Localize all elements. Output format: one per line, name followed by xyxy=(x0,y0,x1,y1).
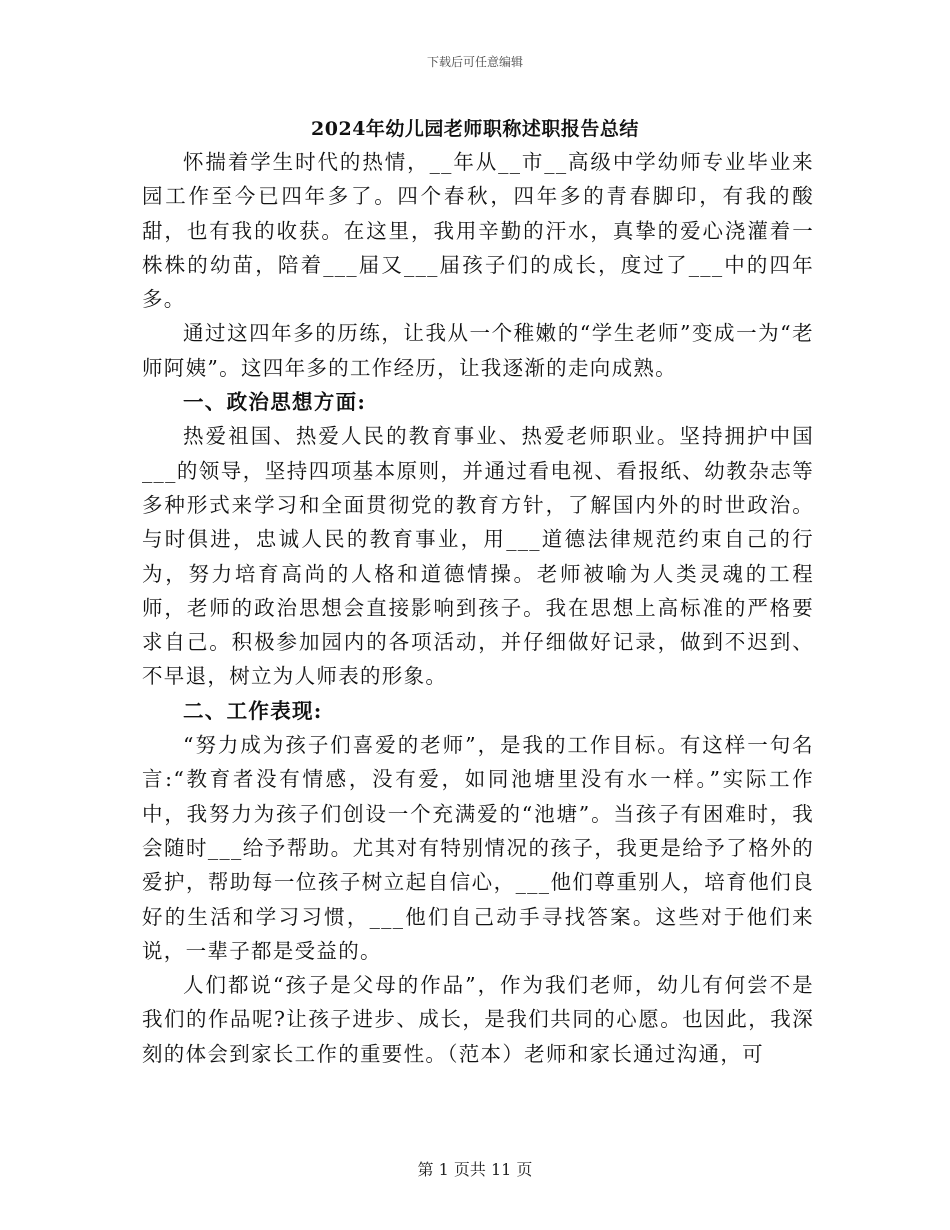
page-footer: 第 1 页共 11 页 xyxy=(417,1160,533,1179)
header-note: 下载后可任意编辑 xyxy=(426,55,523,69)
document-body xyxy=(142,145,814,1071)
section-heading-politics: 一、政治思想方面: xyxy=(183,390,367,415)
paragraph-intro: 怀揣着学生时代的热情，__年从__市__高级中学幼师专业毕业来园工作至今已四年多了。四个春秋，四年多的青春脚印，有我的酸甜，也有我的收获。在这里，我用辛勤的汗水，真挚的爱心浇灌着一株株的幼苗，陪着___届又___届孩子们的成长，度过了___中的四年多。 xyxy=(142,150,814,312)
paragraph-work: “努力成为孩子们喜爱的老师”，是我的工作目标。有这样一句名言:“教育者没有情感，没有爱，如同池塘里没有水一样。”实际工作中，我努力为孩子们创设一个充满爱的“池塘”。当孩子有困难时，我会随时___给予帮助。尤其对有特别情况的孩子，我更是给予了格外的爱护，帮助每一位孩子树立起自信心，___他们尊重别人，培育他们良好的生活和学习习惯，___他们自己动手寻找答案。这些对于他们来说，一辈子都是受益的。 xyxy=(142,733,814,963)
section-heading-work: 二、工作表现: xyxy=(183,698,323,723)
document-title: 2024年幼儿园老师职称述职报告总结 xyxy=(311,118,639,140)
paragraph-politics: 热爱祖国、热爱人民的教育事业、热爱老师职业。坚持拥护中国___的领导，坚持四项基本原则，并通过看电视、看报纸、幼教杂志等多种形式来学习和全面贯彻党的教育方针，了解国内外的时世政治。与时俱进，忠诚人民的教育事业，用___道德法律规范约束自己的行为，努力培育高尚的人格和道德情操。老师被喻为人类灵魂的工程师，老师的政治思想会直接影响到孩子。我在思想上高标准的严格要求自己。积极参加园内的各项活动，并仔细做好记录，做到不迟到、不早退，树立为人师表的形象。 xyxy=(142,424,814,689)
paragraph-growth: 通过这四年多的历练，让我从一个稚嫩的“学生老师”变成一为“老师阿姨”。这四年多的工作经历，让我逐渐的走向成熟。 xyxy=(142,321,814,380)
paragraph-parents: 人们都说“孩子是父母的作品”，作为我们老师，幼儿有何尝不是我们的作品呢?让孩子进步、成长，是我们共同的心愿。也因此，我深刻的体会到家长工作的重要性。（范本）老师和家长通过沟通，可 xyxy=(142,973,814,1066)
